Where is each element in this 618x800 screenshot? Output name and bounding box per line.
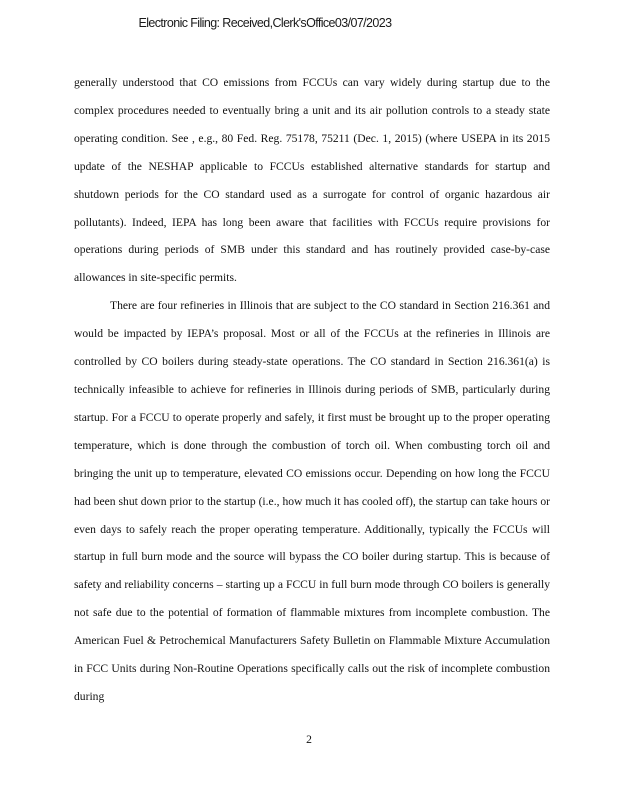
paragraph-refineries: There are four refineries in Illinois that are subject to the CO standard in Section 216.361 and would be impacted by IEPA’s proposal. Most or all of the FCCUs at the refineries in Illinois are controlled by CO boilers during steady-state operations. The CO standard in Section 216.361(a) is technically infeasible to achieve for refineries in Illinois during periods of SMB, particularly during startup. For a FCCU to operate properly and safely, it first must be brought up to the proper operating temperature, which is done through the combustion of torch oil. When combusting torch oil and bringing the unit up to temperature, elevated CO emissions occur. Depending on how long the FCCU had been shut down prior to the startup (i.e., how much it has cooled off), the startup can take hours or even days to safely reach the proper operating temperature. Additionally, typically the FCCUs will startup in full burn mode and the source will bypass the CO boiler during startup. This is because of safety and reliability concerns – starting up a FCCU in full burn mode through CO boilers is generally not safe due to the potential of formation of flammable mixtures from incomplete combustion. The American Fuel & Petrochemical Manufacturers Safety Bulletin on Flammable Mixture Accumulation in FCC Units during Non-Routine Operations specifically calls out the risk of incomplete combustion during [74, 299, 550, 703]
filing-stamp-header: Electronic Filing: Received,Clerk'sOffice03/07/2023 [138, 16, 392, 30]
paragraph-continuation: generally understood that CO emissions from FCCUs can vary widely during startup due to the complex procedures needed to eventually bring a unit and its air pollution controls to a steady state operating condition. See , e.g., 80 Fed. Reg. 75178, 75211 (Dec. 1, 2015) (where USEPA in its 2015 update of the NESHAP applicable to FCCUs established alternative standards for startup and shutdown periods for the CO standard used as a surrogate for control of organic hazardous air pollutants). Indeed, IEPA has long been aware that facilities with FCCUs require provisions for operations during periods of SMB under this standard and has routinely provided case-by-case allowances in site-specific permits. [74, 76, 550, 285]
page-number: 2 [306, 733, 312, 746]
document-body [74, 69, 550, 711]
